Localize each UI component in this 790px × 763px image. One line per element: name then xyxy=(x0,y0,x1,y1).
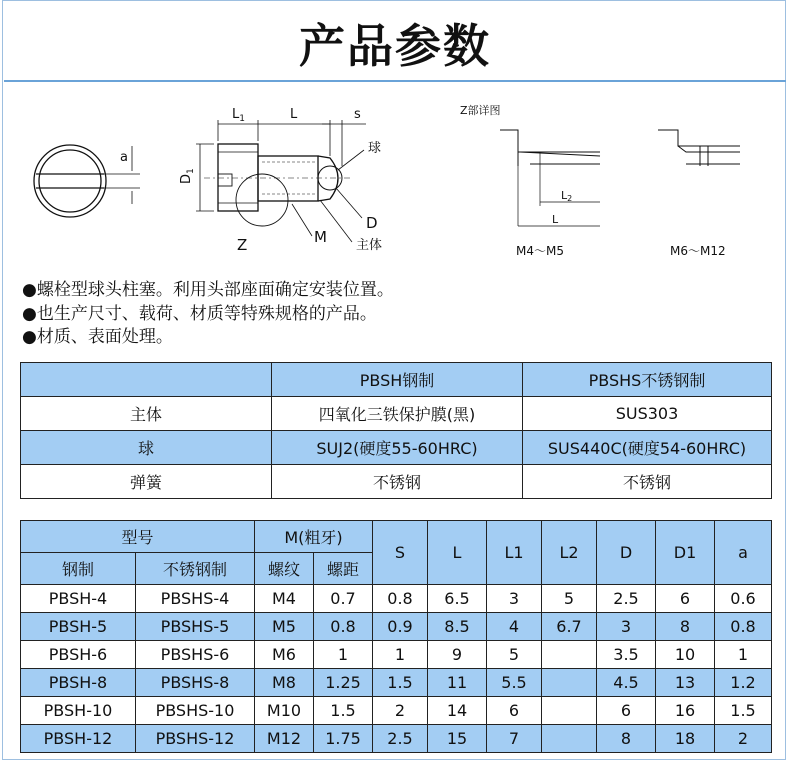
dim-header: D1 xyxy=(656,521,715,585)
table-cell: M4 xyxy=(255,585,314,613)
dim-header: S xyxy=(373,521,428,585)
feature-bullets xyxy=(22,279,394,350)
table-cell: 1.5 xyxy=(314,697,373,725)
table-cell: 球 xyxy=(21,431,272,465)
table-cell: 0.7 xyxy=(314,585,373,613)
product-drawing xyxy=(0,86,790,276)
table-cell xyxy=(542,697,597,725)
table-cell: 1 xyxy=(715,641,772,669)
table-cell: PBSH-4 xyxy=(21,585,136,613)
stainless-header: 不锈钢制 xyxy=(136,553,255,585)
table-cell: 5 xyxy=(542,585,597,613)
dim-header: L xyxy=(428,521,487,585)
table-cell: 8.5 xyxy=(428,613,487,641)
table-cell: 16 xyxy=(656,697,715,725)
table-cell: PBSH钢制 xyxy=(272,363,523,397)
table-cell: 6.5 xyxy=(428,585,487,613)
table-cell: 9 xyxy=(428,641,487,669)
table-row xyxy=(21,641,772,669)
table-cell: 8 xyxy=(656,613,715,641)
table-cell: 弹簧 xyxy=(21,465,272,499)
table-cell: SUS440C(硬度54-60HRC) xyxy=(523,431,772,465)
dim-L-label: L xyxy=(290,107,298,122)
table-cell: 13 xyxy=(656,669,715,697)
detail-L-label: L xyxy=(552,213,559,226)
dim-header: L2 xyxy=(542,521,597,585)
table-row xyxy=(21,465,772,499)
table-cell: 主体 xyxy=(21,397,272,431)
dim-a-label: a xyxy=(120,150,128,165)
material-table xyxy=(20,362,772,499)
dim-D1-label: $D_1$ xyxy=(179,168,196,184)
table-cell: PBSH-10 xyxy=(21,697,136,725)
dim-header: D xyxy=(597,521,656,585)
dim-S-label: s xyxy=(354,107,361,122)
table-cell: 2 xyxy=(373,697,428,725)
table-cell: 5 xyxy=(487,641,542,669)
table-cell: 1.75 xyxy=(314,725,373,753)
table-cell: 0.8 xyxy=(314,613,373,641)
table-cell: 5.5 xyxy=(487,669,542,697)
table-cell: PBSHS-5 xyxy=(136,613,255,641)
table-cell: PBSH-12 xyxy=(21,725,136,753)
table-row xyxy=(21,697,772,725)
model-header: 型号 xyxy=(21,521,255,553)
caption-m6-m12: M6～M12 xyxy=(670,244,726,258)
table-cell: 6 xyxy=(487,697,542,725)
table-row xyxy=(21,613,772,641)
table-cell: PBSHS-10 xyxy=(136,697,255,725)
dim-header: L1 xyxy=(487,521,542,585)
table-cell: 6 xyxy=(656,585,715,613)
pitch-subheader: 螺距 xyxy=(314,553,373,585)
detail-m4-m5 xyxy=(460,104,600,258)
body-label: 主体 xyxy=(356,238,383,253)
detail-Z-label: Z xyxy=(237,236,248,254)
spec-table xyxy=(20,520,772,753)
table-cell: 1 xyxy=(373,641,428,669)
table-cell: M5 xyxy=(255,613,314,641)
table-cell: 4.5 xyxy=(597,669,656,697)
table-cell: 2.5 xyxy=(597,585,656,613)
table-cell: 1.25 xyxy=(314,669,373,697)
table-cell: 2 xyxy=(715,725,772,753)
bullet-item: ●螺栓型球头柱塞。利用头部座面确定安装位置。 xyxy=(22,280,394,300)
dim-D-label: D xyxy=(366,214,378,232)
table-cell: 1.5 xyxy=(373,669,428,697)
table-row xyxy=(21,431,772,465)
table-cell: 1.2 xyxy=(715,669,772,697)
table-cell: 0.8 xyxy=(715,613,772,641)
table-cell: 6.7 xyxy=(542,613,597,641)
thread-header: M(粗牙) xyxy=(255,521,373,553)
table-row xyxy=(21,397,772,431)
table-cell: M10 xyxy=(255,697,314,725)
table-cell: PBSHS-8 xyxy=(136,669,255,697)
table-header-row xyxy=(21,521,772,553)
table-cell: 14 xyxy=(428,697,487,725)
bullet-item: ●材质、表面处理。 xyxy=(22,327,173,347)
bullet-item: ●也生产尺寸、载荷、材质等特殊规格的产品。 xyxy=(22,303,377,324)
table-cell: SUJ2(硬度55-60HRC) xyxy=(272,431,523,465)
table-cell: PBSHS-12 xyxy=(136,725,255,753)
caption-m4-m5: M4～M5 xyxy=(516,244,564,258)
ball-label: 球 xyxy=(368,141,382,156)
table-cell: M6 xyxy=(255,641,314,669)
table-cell xyxy=(542,725,597,753)
table-cell: 3 xyxy=(487,585,542,613)
table-cell: 不锈钢 xyxy=(272,465,523,499)
table-cell xyxy=(21,363,272,397)
table-cell: 10 xyxy=(656,641,715,669)
table-cell: 1.5 xyxy=(715,697,772,725)
dim-header: a xyxy=(715,521,772,585)
table-cell: 6 xyxy=(597,697,656,725)
detail-L2-label: L2 xyxy=(561,189,573,203)
table-row xyxy=(21,363,772,397)
side-view xyxy=(179,107,382,254)
dim-L1-label: $L_1$ xyxy=(232,107,245,124)
table-row xyxy=(21,669,772,697)
table-cell: 2.5 xyxy=(373,725,428,753)
table-cell: 11 xyxy=(428,669,487,697)
table-cell: 4 xyxy=(487,613,542,641)
table-cell: 不锈钢 xyxy=(523,465,772,499)
table-row xyxy=(21,725,772,753)
table-cell: 0.6 xyxy=(715,585,772,613)
table-cell: 3.5 xyxy=(597,641,656,669)
detail-m6-m12 xyxy=(658,130,740,258)
table-cell: PBSHS-6 xyxy=(136,641,255,669)
table-cell: SUS303 xyxy=(523,397,772,431)
table-cell: PBSHS-4 xyxy=(136,585,255,613)
table-cell: 四氧化三铁保护膜(黑) xyxy=(272,397,523,431)
table-cell xyxy=(542,641,597,669)
table-cell: 0.9 xyxy=(373,613,428,641)
table-cell: PBSH-8 xyxy=(21,669,136,697)
title-bar xyxy=(0,0,790,86)
table-cell: 1 xyxy=(314,641,373,669)
table-cell: M12 xyxy=(255,725,314,753)
table-cell: 7 xyxy=(487,725,542,753)
table-cell: 8 xyxy=(597,725,656,753)
page-title: 产品参数 xyxy=(299,19,491,73)
table-cell: PBSH-5 xyxy=(21,613,136,641)
table-cell: PBSHS不锈钢制 xyxy=(523,363,772,397)
table-cell: PBSH-6 xyxy=(21,641,136,669)
title-underline xyxy=(4,80,786,82)
front-view xyxy=(34,145,140,217)
table-row xyxy=(21,585,772,613)
table-cell: 0.8 xyxy=(373,585,428,613)
table-cell: 3 xyxy=(597,613,656,641)
table-cell xyxy=(542,669,597,697)
steel-header: 钢制 xyxy=(21,553,136,585)
thread-subheader: 螺纹 xyxy=(255,553,314,585)
table-cell: 15 xyxy=(428,725,487,753)
table-cell: 18 xyxy=(656,725,715,753)
detail-title: Z部详图 xyxy=(460,104,501,117)
table-cell: M8 xyxy=(255,669,314,697)
dim-M-label: M xyxy=(314,228,327,246)
